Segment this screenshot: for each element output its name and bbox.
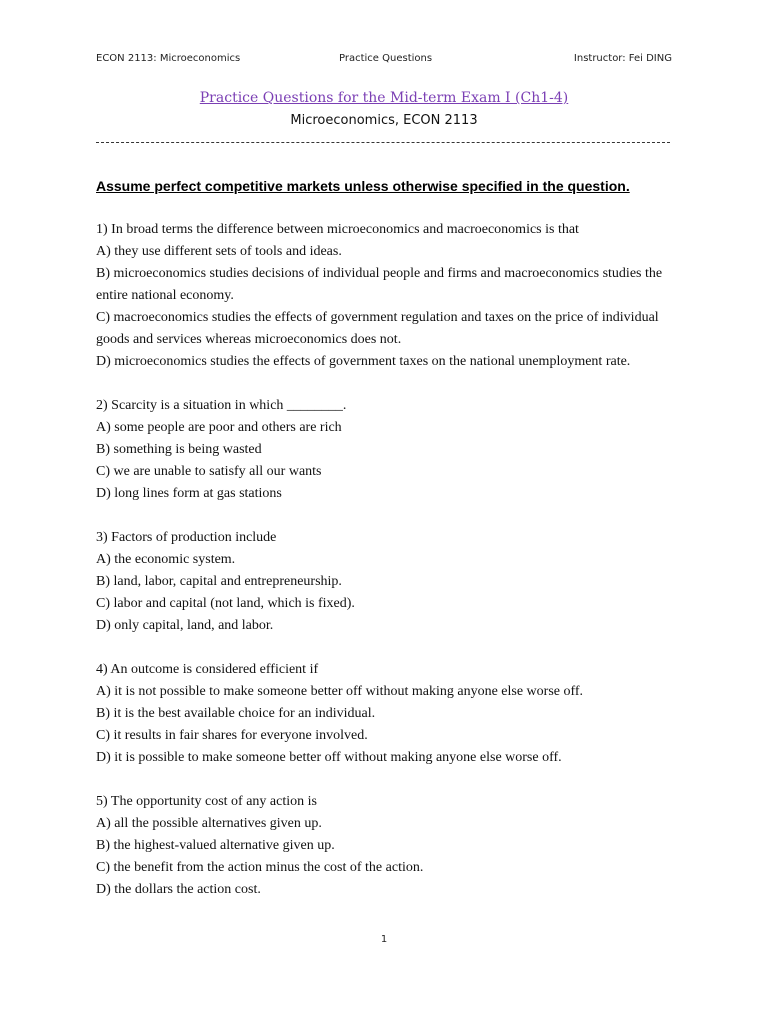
document-subtitle: Microeconomics, ECON 2113 [290, 113, 478, 128]
answer-option: B) it is the best available choice for an individual. [96, 706, 376, 721]
answer-option: A) the economic system. [96, 552, 236, 567]
running-header [96, 53, 672, 67]
question-item [96, 219, 676, 373]
dashed-divider [96, 142, 670, 143]
answer-option: D) microeconomics studies the effects of government taxes on the national unemployment rate. [96, 354, 631, 369]
header-course: ECON 2113: Microeconomics [96, 53, 241, 64]
question-item [96, 659, 676, 769]
answer-option: C) it results in fair shares for everyone involved. [96, 728, 368, 743]
question-stem: 1) In broad terms the difference between microeconomics and macroeconomics is that [96, 222, 579, 237]
answer-option: C) the benefit from the action minus the cost of the action. [96, 860, 424, 875]
answer-option: D) only capital, land, and labor. [96, 618, 274, 633]
answer-option: C) macroeconomics studies the effects of government regulation and taxes on the price of individual goods and services whereas microeconomics does not. [96, 310, 659, 347]
question-item [96, 395, 676, 505]
question-list [96, 219, 676, 923]
page-number: 1 [380, 934, 388, 945]
answer-option: C) we are unable to satisfy all our wants [96, 464, 322, 479]
answer-option: B) land, labor, capital and entrepreneurship. [96, 574, 342, 589]
header-section: Practice Questions [339, 53, 433, 64]
answer-option: B) microeconomics studies decisions of individual people and firms and macroeconomics studies the entire national economy. [96, 266, 663, 303]
question-stem: 2) Scarcity is a situation in which ________. [96, 398, 347, 413]
answer-option: C) labor and capital (not land, which is fixed). [96, 596, 355, 611]
answer-option: D) the dollars the action cost. [96, 882, 261, 897]
answer-option: A) some people are poor and others are rich [96, 420, 342, 435]
answer-option: A) it is not possible to make someone better off without making anyone else worse off. [96, 684, 584, 699]
instruction-text: Assume perfect competitive markets unless otherwise specified in the question. [96, 178, 630, 194]
header-instructor: Instructor: Fei DING [573, 53, 672, 64]
answer-option: B) something is being wasted [96, 442, 262, 457]
answer-option: B) the highest-valued alternative given up. [96, 838, 335, 853]
question-item [96, 791, 676, 901]
question-item [96, 527, 676, 637]
question-stem: 4) An outcome is considered efficient if [96, 662, 319, 677]
question-stem: 3) Factors of production include [96, 530, 277, 545]
document-title: Practice Questions for the Mid-term Exam I (Ch1-4) [199, 90, 569, 106]
answer-option: D) it is possible to make someone better off without making anyone else worse off. [96, 750, 562, 765]
answer-option: D) long lines form at gas stations [96, 486, 282, 501]
question-stem: 5) The opportunity cost of any action is [96, 794, 317, 809]
answer-option: A) all the possible alternatives given up. [96, 816, 322, 831]
answer-option: A) they use different sets of tools and ideas. [96, 244, 342, 259]
